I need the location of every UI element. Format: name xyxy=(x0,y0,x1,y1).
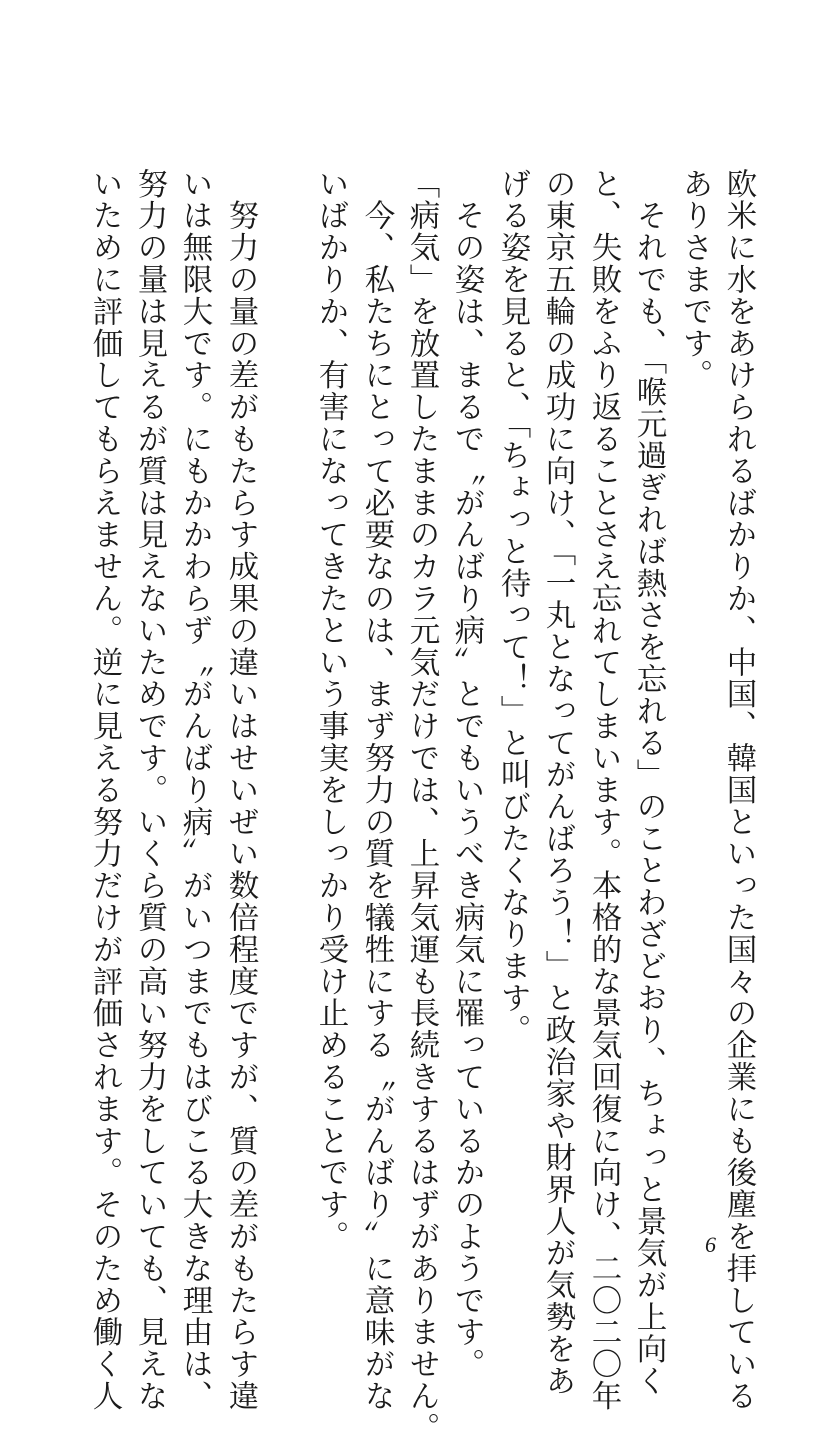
text-line: 努力の量の差がもたらす成果の違いはせいぜい数倍程度ですが、質の差がもたらす違 xyxy=(223,168,258,1413)
text-line: ありさまです。 xyxy=(677,168,712,392)
text-line: 努力の量は見えるが質は見えないためです。いくら質の高い努力をしていても、見えな xyxy=(132,168,167,1413)
text-line: いは無限大です。にもかかわらず〝がんばり病〟がいつまでもはびこる大きな理由は、 xyxy=(177,168,212,1413)
text-line: いために評価してもらえません。逆に見える努力だけが評価されます。そのため働く人 xyxy=(87,168,122,1413)
page-number: 6 xyxy=(705,1232,716,1257)
text-line: の東京五輪の成功に向け、「一丸となってがんばろう！」と政治家や財界人が気勢をあ xyxy=(540,168,575,1397)
text-line: それでも、「喉元過ぎれば熱さを忘れる」のことわざどおり、ちょっと景気が上向く xyxy=(631,168,666,1397)
text-line: いばかりか、有害になってきたという事実をしっかり受け止めることです。 xyxy=(313,168,348,1253)
text-line: 「病気」を放置したままのカラ元気だけでは、上昇気運も長続きするはずがありません。 xyxy=(404,168,439,1444)
text-line: と、失敗をふり返ることさえ忘れてしまいます。本格的な景気回復に向け、二〇二〇年 xyxy=(586,168,621,1413)
text-line: げる姿を見ると、「ちょっと待って！」と叫びたくなります。 xyxy=(495,168,530,1046)
text-line: 今、私たちにとって必要なのは、まず努力の質を犠牲にする〝がんばり〟に意味がな xyxy=(359,168,394,1413)
text-line: その姿は、まるで〝がんばり病〟とでもいうべき病気に罹っているかのようです。 xyxy=(449,168,484,1381)
text-line: 欧米に水をあけられるばかりか、中国、韓国といった国々の企業にも後塵を拝している xyxy=(721,168,756,1413)
vertical-text-block xyxy=(83,168,756,1444)
